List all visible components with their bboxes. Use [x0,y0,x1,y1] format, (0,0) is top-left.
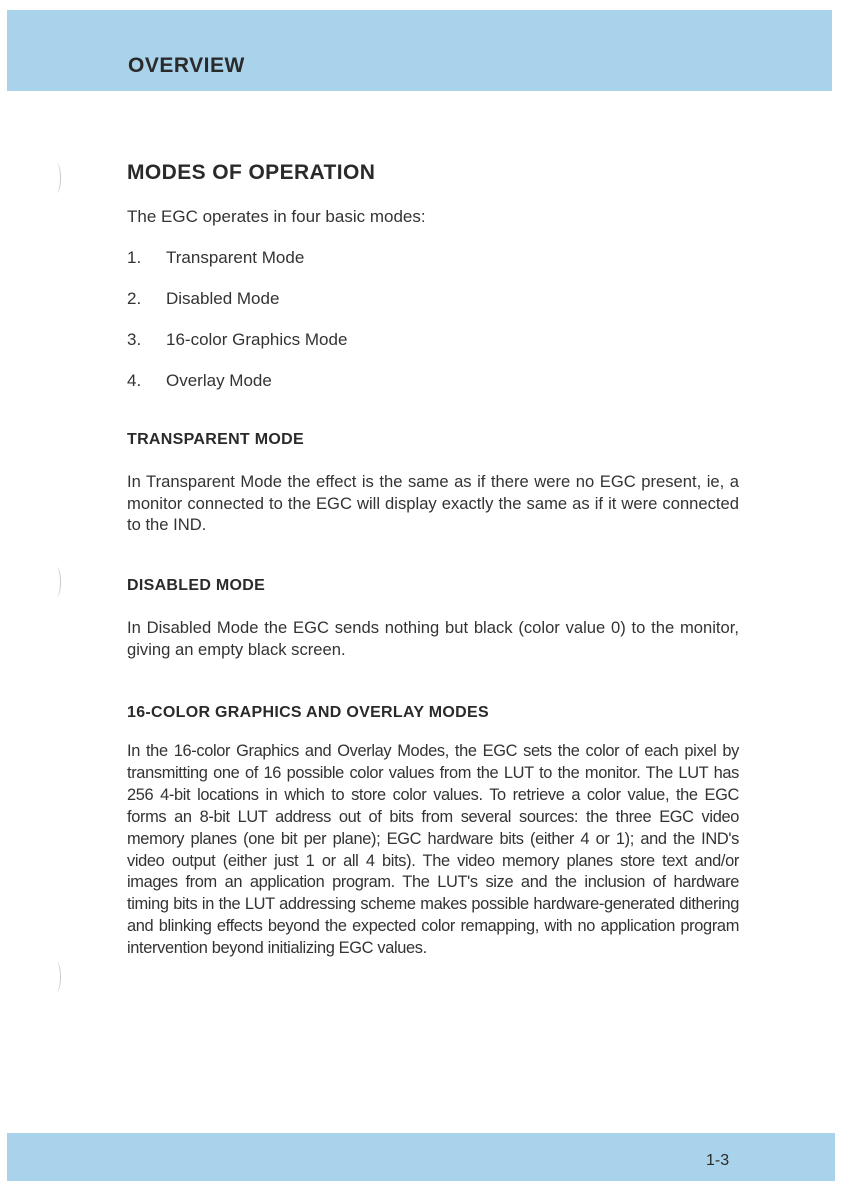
graphics-overlay-heading: 16-COLOR GRAPHICS AND OVERLAY MODES [127,704,489,721]
transparent-mode-heading: TRANSPARENT MODE [127,431,304,448]
page-number: 1-3 [706,1152,730,1169]
graphics-overlay-body: In the 16-color Graphics and Overlay Modes, the EGC sets the color of each pixel by transmitting one of 16 possible color values from the LUT to the monitor. The LUT has 256 4-bit locations in which to store color values. To retrieve a color value, the EGC forms an 8-bit LUT address out of bits from several sources: the three EGC video memory planes (one bit per plane); EGC hardware bits (either 4 or 1); and the IND's video output (either just 1 or all 4 bits). The video memory planes store text and/or images from an application program. The LUT's size and the inclusion of hardware timing bits in the LUT addressing scheme makes possible hardware-generated dithering and blinking effects beyond the expected color remapping, with no application program intervention beyond initializing EGC values. [127,742,739,958]
intro-text: The EGC operates in four basic modes: [127,207,426,226]
disabled-mode-heading: DISABLED MODE [127,577,266,594]
transparent-mode-body: In Transparent Mode the effect is the same as if there were no EGC present, ie, a monitor connected to the EGC will display exactly the same as if it were connected to the IND. [127,472,739,534]
binder-hole-mark-top [52,163,61,193]
list-item-number: 2. [127,289,142,308]
list-item [127,330,347,371]
binder-hole-mark-bottom [52,962,61,992]
section-title: MODES OF OPERATION [127,161,376,184]
list-item-label: Transparent Mode [166,248,305,267]
disabled-mode-body: In Disabled Mode the EGC sends nothing but black (color value 0) to the monitor, giving an empty black screen. [127,618,739,659]
list-item-label: 16-color Graphics Mode [166,330,348,349]
list-item-number: 1. [127,248,142,267]
mode-list [127,248,347,412]
header-band [7,10,832,91]
list-item-number: 3. [127,330,142,349]
binder-hole-mark-middle [52,567,61,597]
list-item [127,289,347,330]
list-item [127,371,347,412]
list-item-label: Overlay Mode [166,371,272,390]
page-header-title: OVERVIEW [128,54,245,77]
list-item-number: 4. [127,371,142,390]
list-item-label: Disabled Mode [166,289,280,308]
list-item [127,248,347,289]
